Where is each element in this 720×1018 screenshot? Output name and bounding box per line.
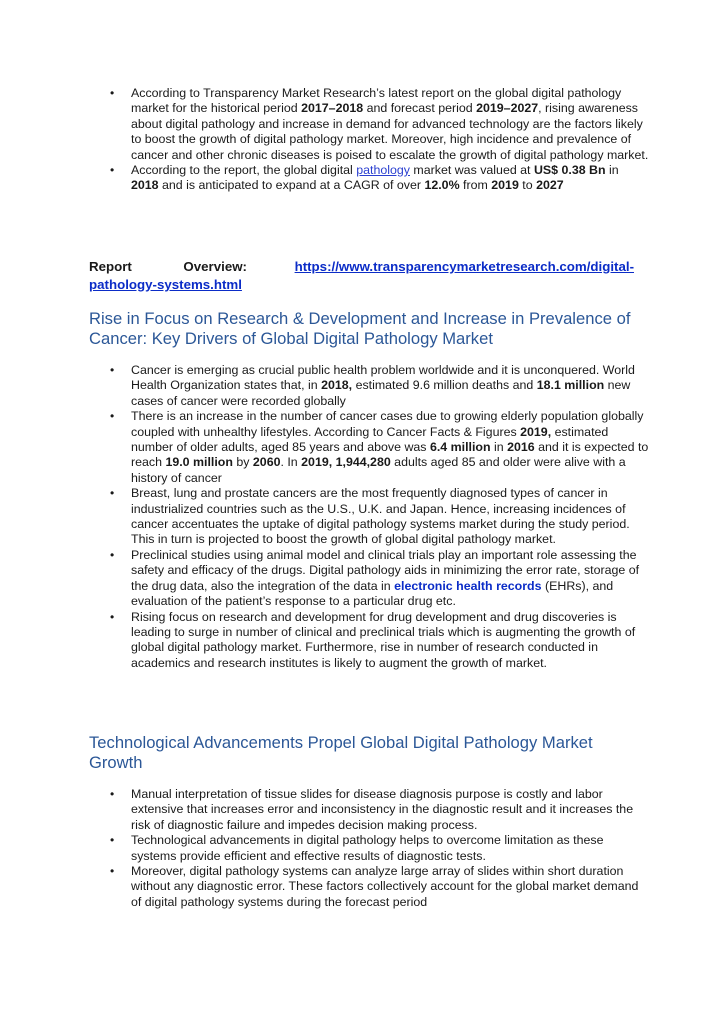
bold-text: 2016 (507, 440, 535, 455)
bold-text: US$ 0.38 Bn (533, 163, 606, 178)
text: in (605, 163, 619, 178)
intro-bullets (89, 86, 649, 194)
text: Breast, lung and prostate cancers are the most frequently diagnosed types of cancer in industrialized countries such as the U.S., U.K. and Japan. Hence, increasing incidences of cancer accentuates the uptake of digital pathology systems market during the study period. This in turn is projected to boost the growth of global digital pathology market. (131, 486, 630, 547)
report-overview-label: Report Overview: (89, 259, 247, 274)
bold-text: 12.0% (424, 178, 460, 193)
list-item: • Moreover, digital pathology systems can analyze large array of slides within short duration without any diagnostic error. These factors collectively account for the global market demand of digital pathology systems during the forecast period (89, 864, 649, 910)
text: market was valued at (409, 163, 534, 178)
text: and forecast period (363, 101, 477, 116)
list-item: • Manual interpretation of tissue slides for disease diagnosis purpose is costly and labor extensive that increases error and inconsistency in the diagnostic result and it increases the risk of diagnostic failure and impedes decision making process. (89, 787, 649, 833)
bold-text: 2019, (520, 424, 552, 439)
text: . In (280, 455, 302, 470)
list-item (89, 486, 649, 548)
pathology-link[interactable]: pathology (356, 163, 410, 178)
bold-text: 6.4 million (429, 440, 491, 455)
text: Cancer is emerging as crucial public health problem worldwide and it is unconquered. World Health Organization states that, in (131, 363, 635, 393)
list-item (89, 409, 649, 486)
section-heading: Rise in Focus on Research & Development and Increase in Prevalence of Cancer: Key Drivers of Global Digital Pathology Market (89, 309, 631, 348)
text: According to the report, the global digital (131, 163, 357, 178)
report-overview-link[interactable]: https://www.transparencymarketresearch.com/digital-pathology-systems.html (89, 259, 634, 292)
text: new cases of cancer were recorded globally (131, 378, 631, 408)
report-overview (89, 258, 634, 294)
text: (EHRs), and evaluation of the patient’s response to a particular drug etc. (131, 578, 614, 609)
section-heading: Technological Advancements Propel Global Digital Pathology Market Growth (89, 733, 593, 772)
list-item (89, 163, 649, 194)
text: and it is expected to reach (131, 440, 649, 470)
bold-text: 2017–2018 (301, 101, 364, 116)
electronic-health-records-link[interactable]: electronic health records (394, 578, 542, 593)
list-item (89, 548, 649, 610)
text: According to Transparency Market Research’s latest report on the global digital pathology market for the historical period (131, 86, 622, 116)
section1-bullets (89, 363, 649, 671)
list-item: • Technological advancements in digital pathology helps to overcome limitation as these systems provide efficient and effective results of diagnostic tests. (89, 833, 649, 864)
text: There is an increase in the number of cancer cases due to growing elderly population globally coupled with unhealthy lifestyles. According to Cancer Facts & Figures (131, 409, 644, 439)
text: and is anticipated to expand at a CAGR of over (158, 178, 425, 193)
list-item (89, 86, 649, 163)
text: to (518, 178, 537, 193)
text: adults aged 85 and older were alive with a history of cancer (131, 455, 626, 485)
text: Rising focus on research and development for drug development and drug discoveries is leading to surge in number of clinical and preclinical trials which is augmenting the growth of global digital pathology market. Furthermore, rise in number of research conducted in academics and research institutes is likely to augment the growth of market. (131, 609, 636, 670)
bold-text: 2027 (536, 178, 564, 193)
text: estimated 9.6 million deaths and (352, 378, 537, 393)
bold-text: 2018, (321, 378, 353, 393)
bold-text: 19.0 million (165, 455, 233, 470)
text: from (459, 178, 492, 193)
text: Preclinical studies using animal model and clinical trials play an important role assessing the safety and efficacy of the drugs. Digital pathology aids in minimizing the error rate, storage of the drug data, also the integration of the data in (131, 547, 640, 593)
bold-text: 2019, 1,944,280 (301, 455, 391, 470)
text: , rising awareness about digital pathology and increase in demand for advanced technology are the factors likely to boost the growth of digital pathology market. Moreover, high incidence and prevalence of cancer and other chronic diseases is poised to escalate the growth of digital pathology market. (131, 101, 649, 162)
text: estimated number of older adults, aged 85 years and above was (131, 424, 609, 455)
bold-text: 2018 (131, 178, 159, 193)
bold-text: 2019–2027 (476, 101, 539, 116)
section2-bullets (89, 787, 649, 910)
bold-text: 2019 (491, 178, 519, 193)
text: by (232, 455, 253, 470)
list-item (89, 610, 649, 672)
bold-text: 18.1 million (536, 378, 605, 393)
bold-text: 2060 (252, 455, 281, 470)
list-item (89, 363, 649, 409)
text: in (490, 440, 508, 455)
